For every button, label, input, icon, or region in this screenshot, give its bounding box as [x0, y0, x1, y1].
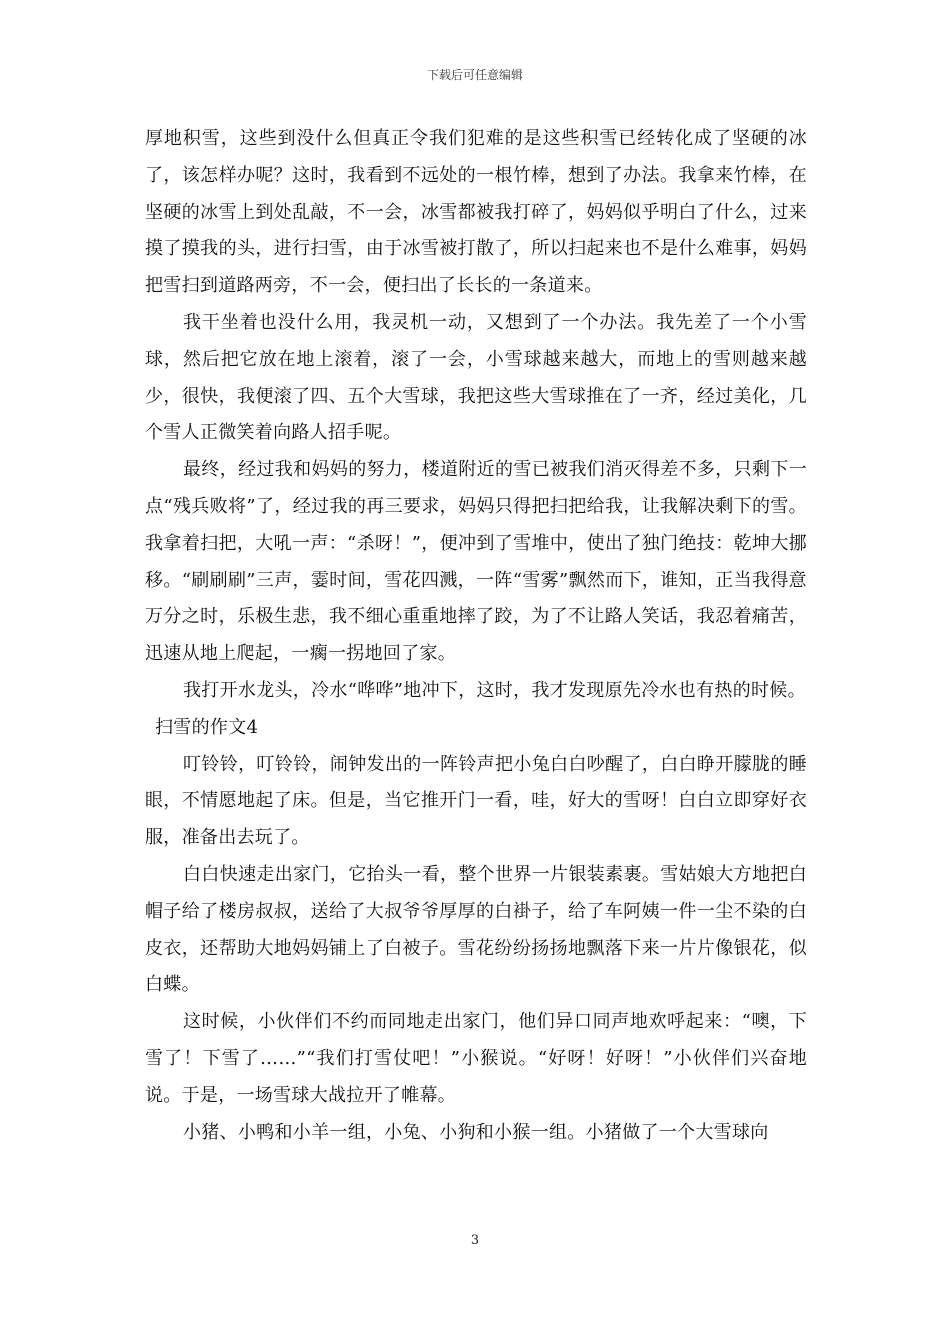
paragraph-2: 我干坐着也没什么用，我灵机一动，又想到了一个办法。我先差了一个小雪球，然后把它放在地上滚着，滚了一会，小雪球越来越大，而地上的雪则越来越少，很快，我便滚了四、五个大雪球，我把这些大雪球推在了一齐，经过美化，几个雪人正微笑着向路人招手呢。 — [145, 311, 807, 444]
page-header: 下载后可任意编辑 — [426, 68, 523, 82]
paragraph-7: 这时候，小伙伴们不约而同地走出家门，他们异口同声地欢呼起来：“噢，下雪了！下雪了……”“我们打雪仗吧！”小猴说。“好呀！好呀！”小伙伴们兴奋地说。于是，一场雪球大战拉开了帷幕。 — [145, 1011, 807, 1106]
paragraph-1: 厚地积雪，这些到没什么但真正令我们犯难的是这些积雪已经转化成了坚硬的冰了，该怎样办呢？这时，我看到不远处的一根竹棒，想到了办法。我拿来竹棒，在坚硬的冰雪上到处乱敲，不一会，冰雪都被我打碎了，妈妈似乎明白了什么，过来摸了摸我的头，进行扫雪，由于冰雪被打散了，所以扫起来也不是什么难事，妈妈把雪扫到道路两旁，不一会，便扫出了长长的一条道来。 — [145, 128, 807, 297]
paragraph-4: 我打开水龙头，冷水“哗哗”地冲下，这时，我才发现原先冷水也有热的时候。 — [183, 679, 806, 701]
paragraph-3: 最终，经过我和妈妈的努力，楼道附近的雪已被我们消灭得差不多，只剩下一点“残兵败将”了，经过我的再三要求，妈妈只得把扫把给我，让我解决剩下的雪。我拿着扫把，大吼一声：“杀呀！”，便冲到了雪堆中，使出了独门绝技：乾坤大挪移。“刷刷刷”三声，霎时间，雪花四溅，一阵“雪雾”飘然而下，谁知，正当我得意万分之时，乐极生悲，我不细心重重地摔了跤，为了不让路人笑话，我忍着痛苦，迅速从地上爬起，一瘸一拐地回了家。 — [145, 459, 807, 665]
section-heading: 扫雪的作文4 — [155, 716, 259, 738]
document-body — [145, 121, 807, 1151]
paragraph-6: 白白快速走出家门，它抬头一看，整个世界一片银装素裹。雪姑娘大方地把白帽子给了楼房叔叔，送给了大叔爷爷厚厚的白褂子，给了车阿姨一件一尘不染的白皮衣，还帮助大地妈妈铺上了白被子。雪花纷纷扬扬地飘落下来一片片像银花，似白蝶。 — [145, 863, 807, 996]
paragraph-5: 叮铃铃，叮铃铃，闹钟发出的一阵铃声把小兔白白吵醒了，白白睁开朦胧的睡眼，不情愿地起了床。但是，当它推开门一看，哇，好大的雪呀！白白立即穿好衣服，准备出去玩了。 — [145, 753, 807, 849]
page-number: 3 — [470, 1233, 480, 1248]
paragraph-8: 小猪、小鸭和小羊一组，小兔、小狗和小猴一组。小猪做了一个大雪球向 — [183, 1121, 769, 1143]
